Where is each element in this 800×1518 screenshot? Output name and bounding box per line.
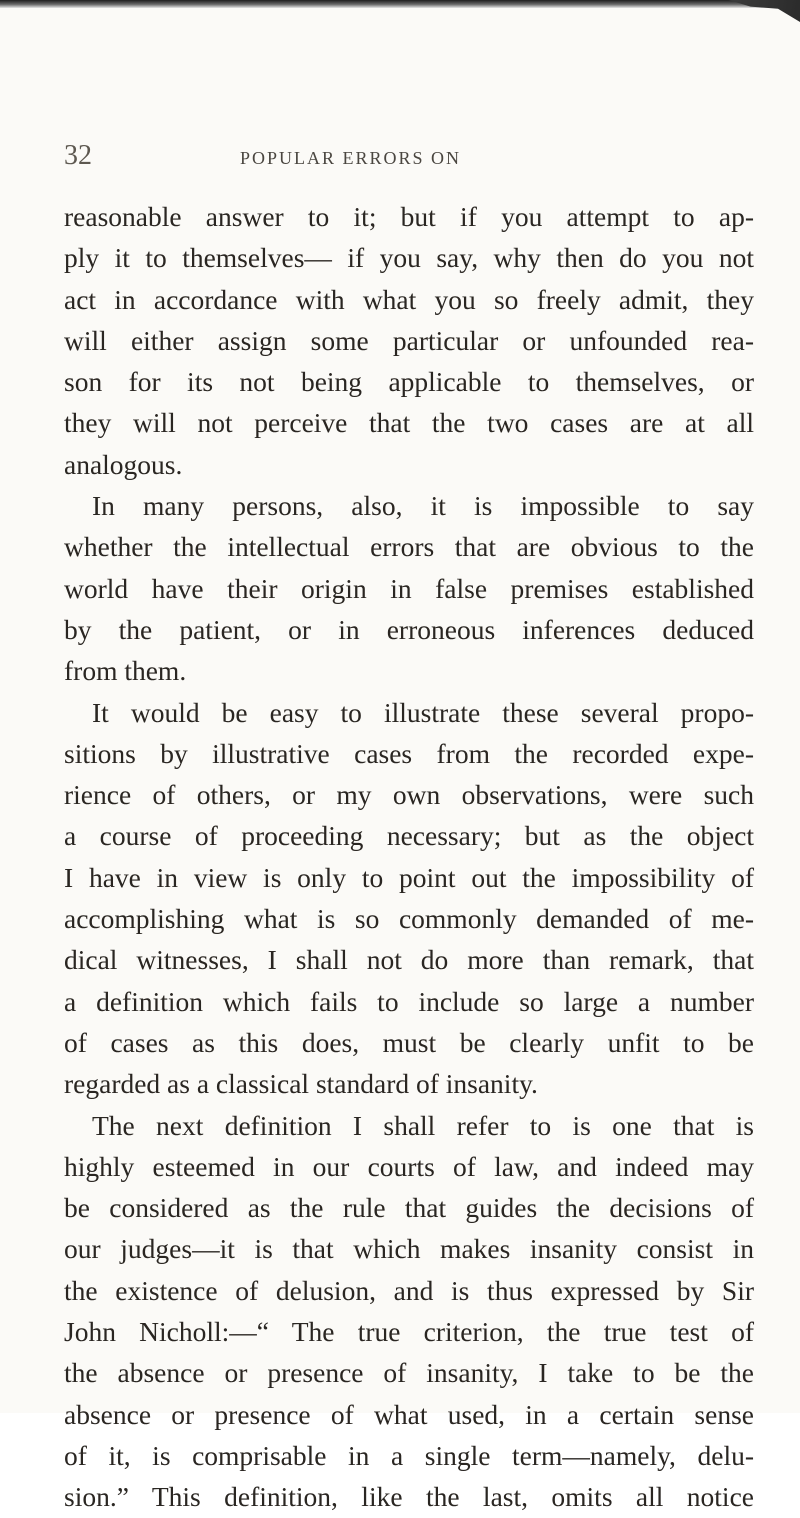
text-line: a definition which fails to include so large a number <box>64 985 754 1017</box>
page-header <box>64 140 754 190</box>
text-line: rience of others, or my own observations, were such <box>64 779 754 811</box>
text-line: will either assign some particular or unfounded rea- <box>64 324 754 356</box>
paragraph-start-line: In many persons, also, it is impossible to say <box>92 490 754 522</box>
text-line: I have in view is only to point out the impossibility of <box>64 861 754 893</box>
text-line: of cases as this does, must be clearly unfit to be <box>64 1026 754 1058</box>
text-line: they will not perceive that the two cases are at all <box>64 407 754 439</box>
text-line: a course of proceeding necessary; but as the object <box>64 820 754 852</box>
text-line: reasonable answer to it; but if you attempt to ap- <box>64 201 754 232</box>
text-line: sion.” This definition, like the last, omits all notice <box>64 1481 754 1513</box>
text-line: from them. <box>64 655 187 687</box>
text-line: regarded as a classical standard of insanity. <box>64 1068 538 1100</box>
body-text <box>64 196 754 1518</box>
paragraph-start-line: It would be easy to illustrate these several propo- <box>92 696 754 728</box>
text-line: dical witnesses, I shall not do more than remark, that <box>64 944 754 976</box>
text-line: son for its not being applicable to themselves, or <box>64 366 754 398</box>
text-line: ply it to themselves— if you say, why then do you not <box>64 242 754 274</box>
text-line: our judges—it is that which makes insanity consist in <box>64 1233 754 1265</box>
scan-top-edge <box>0 0 800 8</box>
text-line: be considered as the rule that guides the decisions of <box>64 1192 754 1224</box>
text-line: John Nicholl:—“ The true criterion, the true test of <box>64 1316 754 1348</box>
text-line: world have their origin in false premises established <box>64 572 754 604</box>
text-line: the existence of delusion, and is thus expressed by Sir <box>64 1274 754 1306</box>
text-line: sitions by illustrative cases from the recorded expe- <box>64 737 754 769</box>
text-line: the absence or presence of insanity, I take to be the <box>64 1357 754 1389</box>
running-head: POPULAR ERRORS ON <box>240 148 462 168</box>
paragraph-start-line: The next definition I shall refer to is one that is <box>92 1109 754 1141</box>
text-line: by the patient, or in erroneous inferences deduced <box>64 613 754 645</box>
text-line: absence or presence of what used, in a certain sense <box>64 1398 754 1430</box>
text-line: whether the intellectual errors that are obvious to the <box>64 531 754 563</box>
page-number: 32 <box>64 140 92 171</box>
text-line: of it, is comprisable in a single term—namely, delu- <box>64 1439 754 1471</box>
text-line: act in accordance with what you so freely admit, they <box>64 283 754 315</box>
text-line: highly esteemed in our courts of law, and indeed may <box>64 1150 754 1182</box>
text-line: analogous. <box>64 448 183 480</box>
text-line: accomplishing what is so commonly demanded of me- <box>64 903 754 935</box>
